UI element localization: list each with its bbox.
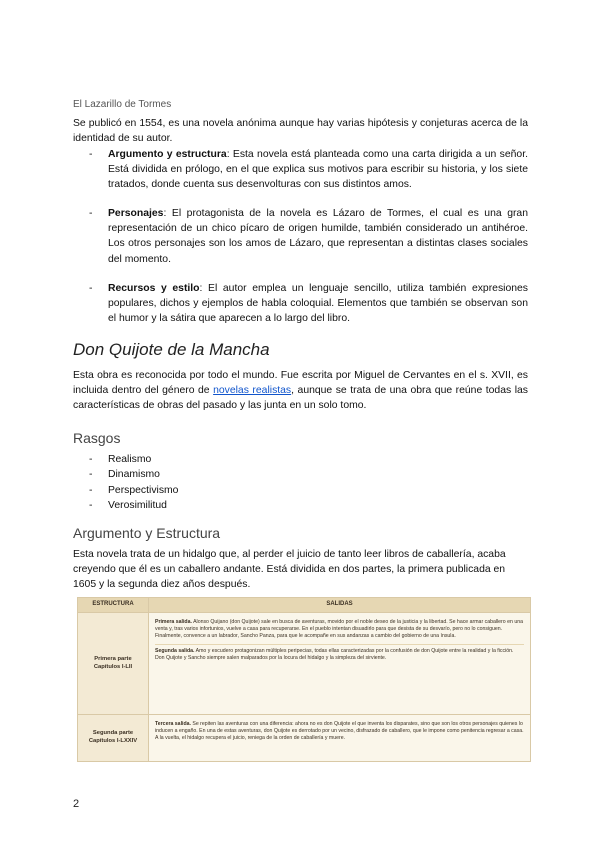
rasgo-item: - Realismo xyxy=(89,454,152,465)
salida-title: Primera salida. xyxy=(155,619,192,625)
bullet-list-2 xyxy=(89,206,528,267)
salida-entry xyxy=(155,616,524,644)
row-label xyxy=(78,715,148,761)
salida-entry xyxy=(155,644,524,665)
rasgo-item: - Verosimilitud xyxy=(89,500,167,512)
row-content xyxy=(148,715,530,761)
bullet-item: - Personajes: El protagonista de la novela es Lázaro de Tormes, el cual es una gran representación de un chico pícaro de origen humilde, también considerado un antihéroe. Los otros personajes son los amos de Lázaro, que representan a distintas clases sociales del momento. xyxy=(89,208,528,265)
bullet-text: : Esta novela está planteada como una carta dirigida a un señor. Está dividida en prólogo, en el que explica sus motivos para escribir su historia, y los siete tratados, donde cuenta sus desenvolturas con sus distintos amos. xyxy=(108,149,528,191)
bullet-text: : El protagonista de la novela es Lázaro de Tormes, el cual es una gran representación de un chico pícaro de origen humilde, también considerado un antihéroe. Los otros personajes son los amos de Lázaro, que representan a distintas clases sociales del momento. xyxy=(108,208,528,265)
row-label xyxy=(78,613,148,714)
salidas-table-image xyxy=(77,597,531,762)
row-label-part: Segunda parte xyxy=(92,730,134,737)
bullet-item: - Recursos y estilo: El autor emplea un lenguaje sencillo, utiliza también expresiones populares, dichos y ejemplos de habla coloquial. Elementos que también se observan son el humor y la sátira que aparecen a lo largo del libro. xyxy=(89,283,528,325)
salida-text: Amo y escudero protagonizan múltiples peripecias, todas ellas caracterizadas por la confusión de don Quijote entre la realidad y la ficción. Don Quijote y Sancho siempre salen malparados por la locura del hidalgo y la simpleza del sirviente. xyxy=(155,647,514,661)
bullet-term: Recursos y estilo xyxy=(108,283,200,294)
rasgo-item: - Dinamismo xyxy=(89,469,160,481)
salida-title: Segunda salida. xyxy=(155,647,195,654)
bullet-term: Personajes xyxy=(108,208,164,219)
row-content xyxy=(148,613,530,714)
argumento-paragraph: Esta novela trata de un hidalgo que, al perder el juicio de tanto leer libros de caballería, acaba creyendo que él es un caballero andante. Está dividida en dos partes, la primera publicada en 1605 y la segunda diez años después. xyxy=(73,549,506,591)
salida-text: Alonso Quijano (don Quijote) sale en busca de aventuras, movido por el noble deseo de la justicia y la libertad. Se hace armar caballero en una venta y, tras varios infortunios, vuelve a casa para recuperarse. En el pueblo intentan disuadirlo para que desista de su desvarío, pero no lo consiguen. Finalmente, convence a un labrador, Sancho Panza, para que le acompañe en sus andanzas a cambio del gobierno de una ínsula. xyxy=(155,619,523,640)
page-number: 2 xyxy=(73,798,80,810)
table-header xyxy=(78,598,530,612)
rasgos-list xyxy=(89,452,178,514)
bullet-list-3 xyxy=(89,281,528,327)
row-label-chapters: Capítulos I-LII xyxy=(93,663,133,670)
row-label-chapters: Capítulos I-LXXIV xyxy=(88,738,138,744)
rasgo-text: Dinamismo xyxy=(108,469,160,481)
argumento-heading: Argumento y Estructura xyxy=(73,525,221,541)
quijote-text-after: , aunque se trata de una obra que reúne todas las características de obras del pasado y las junta en un solo tomo. xyxy=(73,385,528,412)
header-estructura: ESTRUCTURA xyxy=(92,601,134,608)
header-salidas: SALIDAS xyxy=(148,598,530,612)
table-row xyxy=(78,612,530,714)
bullet-text: : El autor emplea un lenguaje sencillo, utiliza también expresiones populares, dichos y ejemplos de habla coloquial. Elementos que también se observan son el humor y la sátira que aparecen a lo largo del libro. xyxy=(108,283,528,325)
rasgo-text: Realismo xyxy=(108,454,152,465)
salida-title: Tercera salida. xyxy=(155,721,191,727)
salida-text: Se repiten las aventuras con una diferencia: ahora no es don Quijote el que inventa los disparates, sino que son los otros personajes quienes lo inducen a engaño. En una de estas aventuras, don Quijote es derrotado por un vecino, disfrazado de caballero, que le impone como penitencia regresar a casa. A la vuelta, el hidalgo recupera el juicio, reniega de la orden de caballería y muere. xyxy=(155,721,524,742)
row-label-part: Primera parte xyxy=(94,655,132,662)
section-subtitle: El Lazarillo de Tormes xyxy=(73,99,172,110)
bullet-item: - Argumento y estructura: Esta novela está planteada como una carta dirigida a un señor. Está dividida en prólogo, en el que explica sus motivos para escribir su historia, y los siete tratados, donde cuenta sus desenvolturas con sus distintos amos. xyxy=(89,149,528,191)
quijote-heading: Don Quijote de la Mancha xyxy=(73,340,270,359)
rasgo-item: - Perspectivismo xyxy=(89,484,179,496)
rasgo-text: Verosimilitud xyxy=(108,500,167,512)
salida-entry xyxy=(155,718,524,746)
table-row xyxy=(78,714,530,761)
bullet-term: Argumento y estructura xyxy=(108,149,227,160)
novelas-realistas-link[interactable]: novelas realistas xyxy=(213,385,292,397)
bullet-list-1 xyxy=(89,147,528,193)
rasgo-text: Perspectivismo xyxy=(108,484,179,496)
quijote-text-before: Esta obra es reconocida por todo el mundo. Fue escrita por Miguel de Cervantes en el s. XVII, es incluida dentro del género de xyxy=(73,370,528,397)
intro-paragraph: Se publicó en 1554, es una novela anónima aunque hay varias hipótesis y conjeturas acerca de la identidad de su autor. xyxy=(73,118,528,145)
quijote-paragraph xyxy=(73,368,528,414)
rasgos-heading: Rasgos xyxy=(73,430,121,446)
